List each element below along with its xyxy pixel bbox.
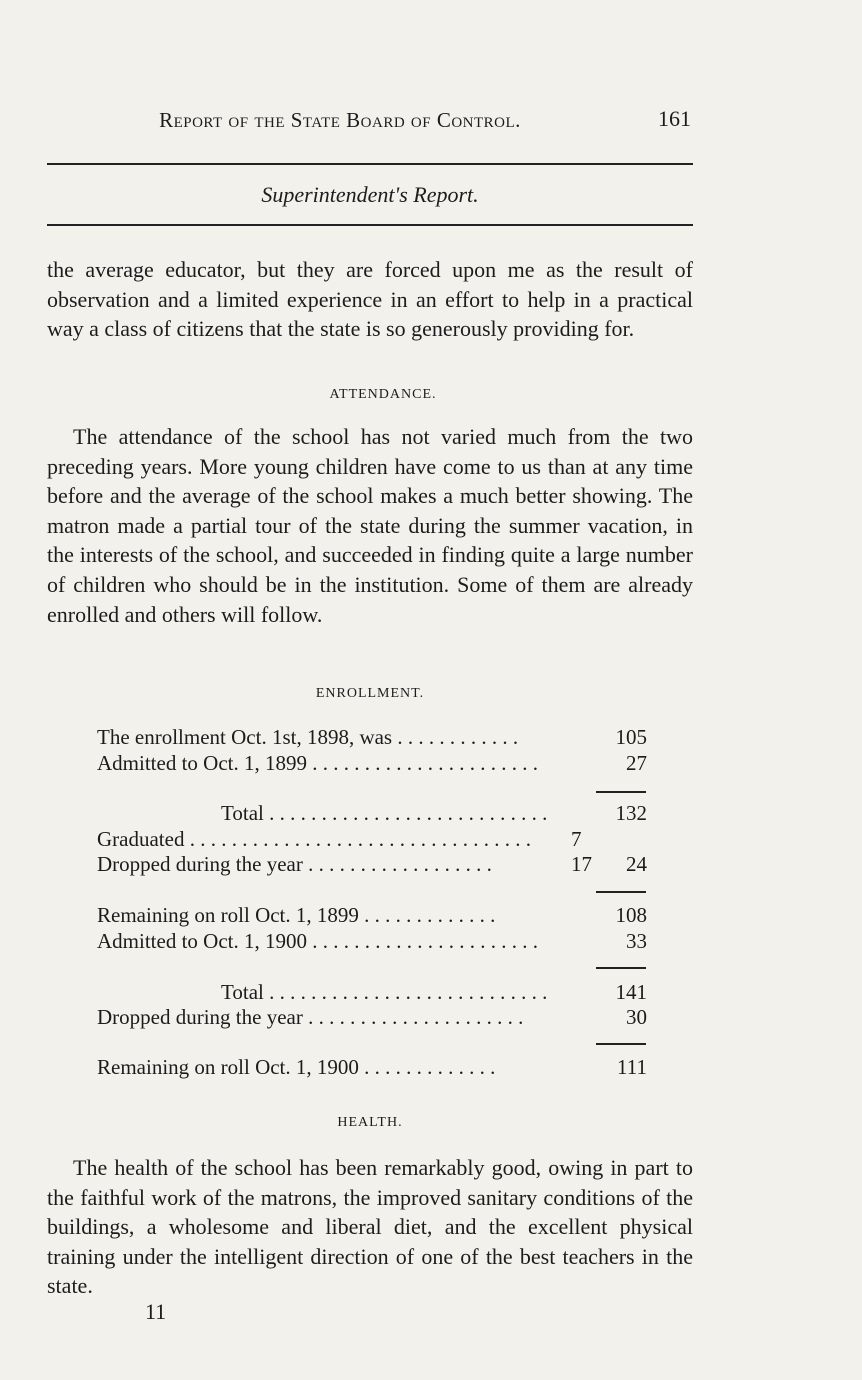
ledger-label: Admitted to Oct. 1, 1900 . . . . . . . . . . . . . . . . . . . . . . xyxy=(97,929,538,953)
ledger-amount: 33 xyxy=(626,929,647,953)
attendance-paragraph: The attendance of the school has not varied much from the two preceding years. More young children have come to us than at any time before and the average of the school makes a much better showing. The matron made a partial tour of the state during the summer vacation, in the interests of the school, and succeeded in finding quite a large number of children who should be in the institution. Some of them are already enrolled and others will follow. xyxy=(47,424,693,627)
ledger-line xyxy=(97,929,647,956)
ledger-label: Total . . . . . . . . . . . . . . . . . . . . . . . . . . . xyxy=(221,980,548,1004)
total-rule xyxy=(596,891,646,893)
ledger-line xyxy=(97,801,647,828)
page-number: 161 xyxy=(658,106,691,131)
ledger-line xyxy=(97,827,647,854)
header-rule-bottom xyxy=(47,224,693,226)
ledger-label: The enrollment Oct. 1st, 1898, was . . . . . . . . . . . . xyxy=(97,725,519,749)
total-rule xyxy=(596,967,646,969)
ledger-label: Dropped during the year . . . . . . . . . . . . . . . . . . xyxy=(97,852,492,876)
ledger-amount: 132 xyxy=(615,801,647,825)
health-paragraph: The health of the school has been remarkably good, owing in part to the faithful work of the matrons, the improved sanitary conditions of the buildings, a wholesome and liberal diet, and the excellent physical training under the intelligent direction of one of the best teachers in the state. xyxy=(47,1155,693,1299)
ledger-label: Dropped during the year . . . . . . . . . . . . . . . . . . . . . xyxy=(97,1005,524,1029)
total-rule xyxy=(596,1043,646,1045)
header-rule-top xyxy=(47,163,693,165)
ledger-line xyxy=(97,980,647,1007)
ledger-subamount: 17 xyxy=(571,852,592,876)
ledger-line xyxy=(97,903,647,930)
ledger-line xyxy=(97,751,647,778)
ledger-amount: 30 xyxy=(626,1005,647,1029)
ledger-label: Graduated . . . . . . . . . . . . . . . . . . . . . . . . . . . . . . . . . xyxy=(97,827,531,851)
total-rule xyxy=(596,791,646,793)
ledger-label: Admitted to Oct. 1, 1899 . . . . . . . . . . . . . . . . . . . . . . xyxy=(97,751,538,775)
ledger-line xyxy=(97,1005,647,1032)
ledger-label: Remaining on roll Oct. 1, 1900 . . . . . . . . . . . . . xyxy=(97,1055,496,1079)
intro-paragraph: the average educator, but they are forced upon me as the result of observation and a limited experience in an effort to help in a practical way a class of citizens that the state is so generously providing for. xyxy=(47,257,693,342)
attendance-heading: ATTENDANCE. xyxy=(329,387,437,402)
ledger-line xyxy=(97,725,647,752)
ledger-amount: 27 xyxy=(626,751,647,775)
running-title: Report of the State Board of Control. xyxy=(159,108,521,132)
section-title: Superintendent's Report. xyxy=(261,182,479,207)
ledger-amount: 111 xyxy=(617,1055,647,1079)
ledger-amount: 108 xyxy=(615,903,647,927)
health-heading: HEALTH. xyxy=(337,1115,403,1130)
ledger-amount: 24 xyxy=(626,852,647,876)
ledger-label: Remaining on roll Oct. 1, 1899 . . . . . . . . . . . . . xyxy=(97,903,496,927)
ledger-amount: 105 xyxy=(615,725,647,749)
ledger-label: Total . . . . . . . . . . . . . . . . . . . . . . . . . . . xyxy=(221,801,548,825)
ledger-amount: 141 xyxy=(615,980,647,1004)
ledger-line xyxy=(97,852,647,879)
signature-mark: 11 xyxy=(145,1299,167,1324)
enrollment-heading: ENROLLMENT. xyxy=(315,686,425,701)
ledger-line xyxy=(97,1055,647,1082)
ledger-subamount: 7 xyxy=(571,827,582,851)
